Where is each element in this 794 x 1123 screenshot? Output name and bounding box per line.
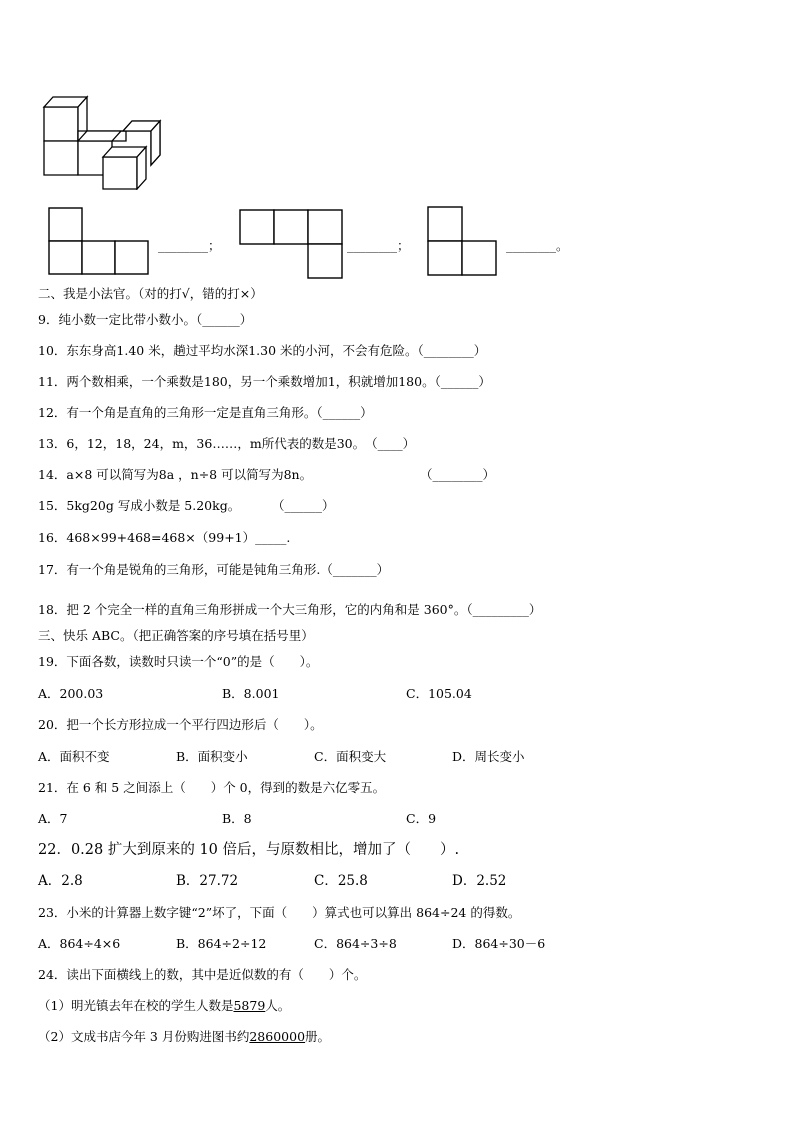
q23-option-a[interactable]: A．864÷4×6 [38, 936, 121, 951]
question-23: 23．小米的计算器上数字键“2”坏了，下面（ ）算式也可以算出 864÷24 的得数。 [38, 905, 521, 920]
question-10: 10．东东身高1.40 米，趟过平均水深1.30 米的小河，不会有危险。（________） [38, 343, 487, 358]
question-17: 17．有一个角是锐角的三角形，可能是钝角三角形.（_______） [38, 562, 390, 577]
q19-option-c[interactable]: C．105.04 [406, 686, 472, 701]
question-13: 13．6，12，18，24，m，36……，m所代表的数是30。 （____） [38, 436, 416, 451]
q24-part1-prefix: （1）明光镇去年在校的学生人数是 [38, 998, 234, 1013]
question-14: 14．a×8 可以简写为8a ，n÷8 可以简写为8n。 [38, 467, 313, 482]
q21-option-a[interactable]: A．7 [38, 811, 68, 826]
q22-option-a[interactable]: A．2.8 [38, 873, 83, 889]
q20-option-a[interactable]: A．面积不变 [38, 749, 110, 764]
question-24-part-1 [38, 998, 290, 1014]
q24-part2-prefix: （2）文成书店今年 3 月份购进图书约 [38, 1029, 250, 1044]
q22-option-c[interactable]: C．25.8 [314, 873, 368, 889]
q19-option-b[interactable]: B．8.001 [222, 686, 280, 701]
q24-part2-number: 2860000 [249, 1029, 306, 1044]
question-16: 16．468×99+468=468×（99+1）_____. [38, 530, 291, 545]
q21-option-c[interactable]: C．9 [406, 811, 437, 826]
q20-option-b[interactable]: B．面积变小 [176, 749, 248, 764]
q22-option-b[interactable]: B．27.72 [176, 873, 239, 889]
section-2-title: 二、我是小法官。（对的打√，错的打×） [38, 286, 263, 301]
view-1-blank[interactable]: ________； [158, 238, 221, 253]
question-20: 20．把一个长方形拉成一个平行四边形后（ ）。 [38, 717, 323, 732]
question-15-blank[interactable]: （______） [272, 498, 335, 513]
q23-option-b[interactable]: B．864÷2÷12 [176, 936, 267, 951]
q24-part1-suffix: 人。 [265, 998, 291, 1013]
question-24: 24．读出下面横线上的数，其中是近似数的有（ ）个。 [38, 967, 367, 982]
q23-option-c[interactable]: C．864÷3÷8 [314, 936, 397, 951]
question-24-part-2 [38, 1029, 330, 1045]
view-figure-2 [238, 208, 348, 280]
q23-option-d[interactable]: D．864÷30－6 [452, 936, 546, 951]
q24-part2-suffix: 册。 [305, 1029, 331, 1044]
question-11: 11．两个数相乘，一个乘数是180，另一个乘数增加1，积就增加180。（______） [38, 374, 491, 389]
q24-part1-number: 5879 [233, 998, 266, 1013]
question-9: 9．纯小数一定比带小数小。（______） [38, 312, 253, 327]
question-22: 22．0.28 扩大到原来的 10 倍后，与原数相比，增加了（ ）. [38, 842, 460, 858]
section-3-title: 三、快乐 ABC。（把正确答案的序号填在括号里） [38, 628, 314, 643]
q20-option-d[interactable]: D．周长变小 [452, 749, 525, 764]
view-figure-3 [426, 205, 500, 277]
view-3-blank[interactable]: ________。 [506, 238, 569, 253]
question-19: 19．下面各数，读数时只读一个“0”的是（ ）。 [38, 654, 319, 669]
q19-option-a[interactable]: A．200.03 [38, 686, 104, 701]
view-figure-1 [47, 206, 153, 278]
q20-option-c[interactable]: C．面积变大 [314, 749, 387, 764]
question-12: 12．有一个角是直角的三角形一定是直角三角形。（______） [38, 405, 373, 420]
question-18: 18．把 2 个完全一样的直角三角形拼成一个大三角形，它的内角和是 360°。（_________） [38, 602, 542, 617]
q21-option-b[interactable]: B．8 [222, 811, 252, 826]
q22-option-d[interactable]: D．2.52 [452, 873, 507, 889]
cube-stack-figure [40, 90, 170, 190]
question-14-blank[interactable]: （________） [420, 467, 496, 482]
view-2-blank[interactable]: ________； [347, 238, 410, 253]
question-21: 21．在 6 和 5 之间添上（ ）个 0，得到的数是六亿零五。 [38, 780, 386, 795]
question-15: 15．5kg20g 写成小数是 5.20kg。 [38, 498, 241, 513]
